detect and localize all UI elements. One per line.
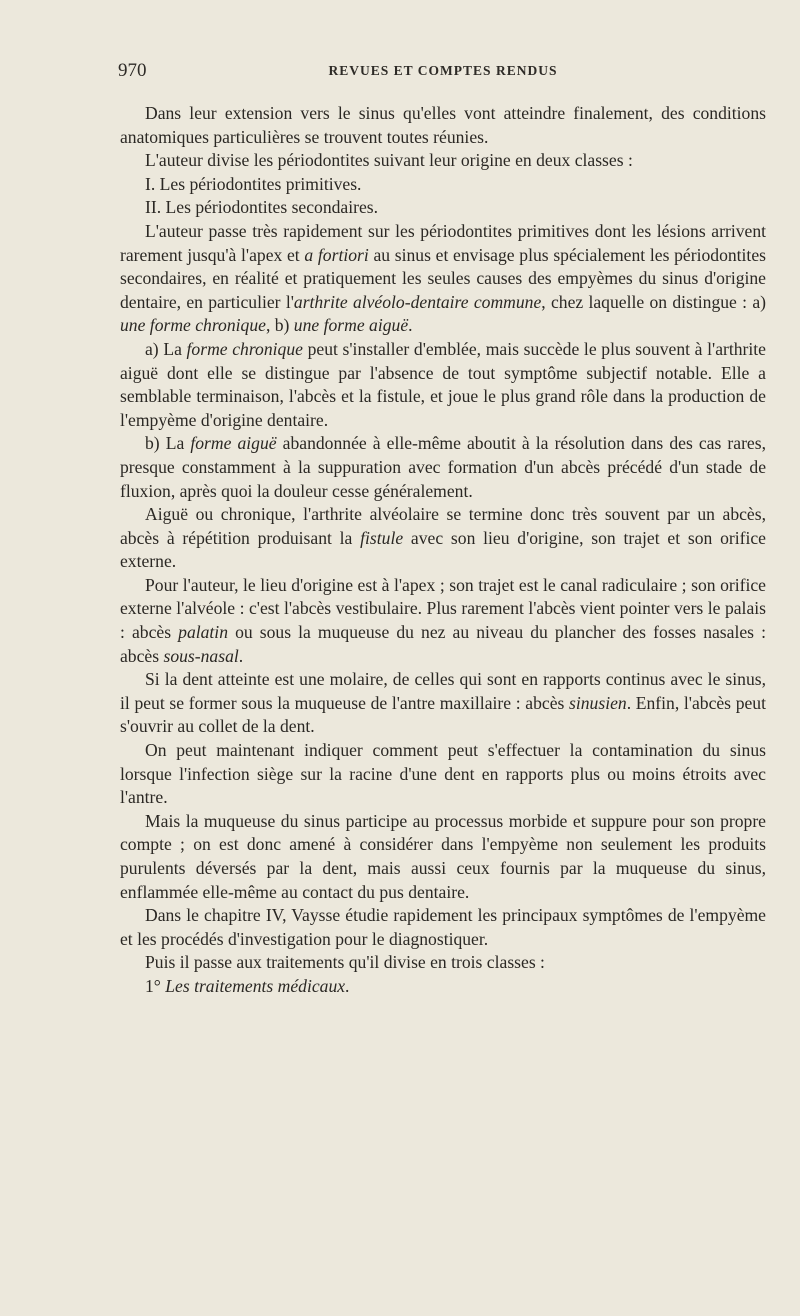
paragraph bbox=[120, 503, 766, 574]
text-run: Si la dent atteinte est une molaire, de celles qui sont en rapports continus avec le sinus, il peut se former sous la muqueuse de l'antre maxillaire : abcès bbox=[120, 669, 766, 713]
italic-text: une forme chronique bbox=[120, 315, 266, 336]
italic-text: fistule bbox=[360, 527, 404, 548]
text-run: L'auteur divise les périodontites suivant leur origine en deux classes : bbox=[145, 150, 633, 171]
text-run: L'auteur passe très rapidement sur les périodontites primitives dont les lésions arrivent rarement jusqu'à l'apex et bbox=[120, 220, 766, 265]
paragraph bbox=[120, 102, 766, 149]
paragraph bbox=[120, 196, 766, 220]
paragraph bbox=[120, 951, 766, 975]
paragraph bbox=[120, 220, 766, 338]
text-run: peut s'installer d'emblée, mais succède le plus souvent à l'arthrite aiguë dont elle se distingue par l'absence de tout symptôme subjectif notable. Elle a semblable terminaison, l'abcès et la fistule, et joue le plus grand rôle dans la production de l'empyème d'origine dentaire. bbox=[120, 338, 766, 430]
text-run: , chez laquelle on distingue : a) bbox=[541, 291, 766, 312]
paragraph bbox=[120, 432, 766, 503]
text-run: abandonnée à elle-même aboutit à la résolution dans des cas rares, presque constamment à la suppuration avec formation d'un abcès précédé d'un stade de fluxion, après quoi la douleur cesse généralement. bbox=[120, 433, 766, 501]
italic-text: une forme aiguë bbox=[293, 315, 409, 336]
text-run: . bbox=[408, 315, 413, 336]
page-header bbox=[118, 60, 768, 88]
text-run: II. Les périodontites secondaires. bbox=[145, 197, 379, 218]
text-run: . bbox=[238, 645, 244, 666]
text-run: Dans leur extension vers le sinus qu'elles vont atteindre finalement, des conditions anatomiques particulières se trouvent toutes réunies. bbox=[120, 103, 766, 147]
italic-text: Les traitements médicaux bbox=[165, 975, 346, 996]
paragraph bbox=[120, 668, 766, 739]
paragraph bbox=[120, 904, 766, 951]
text-run: On peut maintenant indiquer comment peut s'effectuer la contamination du sinus lorsque l'infection siège sur la racine d'une dent en rapports plus ou moins étroits avec l'antre. bbox=[120, 740, 766, 808]
italic-text: forme aiguë bbox=[190, 433, 277, 454]
italic-text: a fortiori bbox=[304, 244, 369, 265]
text-run: Aiguë ou chronique, l'arthrite alvéolaire se termine donc très souvent par un abcès, abcès à répétition produisant la bbox=[120, 504, 766, 548]
text-run: ou sous la muqueuse du nez au niveau du plancher des fosses nasales : abcès bbox=[120, 622, 766, 666]
running-title: REVUES ET COMPTES RENDUS bbox=[328, 63, 558, 78]
paragraph bbox=[120, 975, 766, 999]
text-run: Dans le chapitre IV, Vaysse étudie rapidement les principaux symptômes de l'empyème et les procédés d'investigation pour le diagnostiquer. bbox=[120, 905, 766, 949]
text-run: b) La bbox=[145, 433, 191, 454]
text-run: a) La bbox=[145, 338, 187, 359]
text-run: 1° bbox=[145, 975, 166, 996]
body-text bbox=[120, 102, 766, 999]
paragraph bbox=[120, 338, 766, 432]
text-run: Pour l'auteur, le lieu d'origine est à l'apex ; son trajet est le canal radiculaire ; son orifice externe l'alvéole : c'est l'abcès vestibulaire. Plus rarement l'abcès vient pointer vers le palais : abcès bbox=[120, 574, 766, 643]
text-run: I. Les périodontites primitives. bbox=[145, 173, 362, 194]
paragraph bbox=[120, 173, 766, 197]
text-run: Mais la muqueuse du sinus participe au processus morbide et suppure pour son propre compte ; on est donc amené à considérer dans l'empyème non seulement les produits purulents déversés par la dent, mais aussi ceux fournis par la muqueuse du sinus, enflammée elle-même au contact du pus dentaire. bbox=[120, 810, 766, 902]
paragraph bbox=[120, 739, 766, 810]
italic-text: sous-nasal bbox=[163, 645, 239, 666]
text-run: . bbox=[345, 975, 350, 996]
italic-text: sinusien bbox=[569, 692, 627, 713]
paragraph bbox=[120, 574, 766, 668]
text-run: Puis il passe aux traitements qu'il divise en trois classes : bbox=[145, 952, 545, 973]
page-number: 970 bbox=[118, 60, 147, 81]
paragraph bbox=[120, 149, 766, 173]
paragraph bbox=[120, 810, 766, 904]
text-run: , b) bbox=[265, 315, 294, 336]
text-run: avec son lieu d'origine, son trajet et son orifice externe. bbox=[120, 527, 766, 572]
italic-text: arthrite alvéolo-dentaire commune bbox=[293, 291, 542, 312]
text-run: au sinus et envisage plus spécialement les périodontites secondaires, en réalité et pratiquement les seules causes des empyèmes du sinus d'origine dentaire, en particulier l' bbox=[120, 244, 766, 312]
italic-text: forme chronique bbox=[186, 338, 303, 359]
italic-text: palatin bbox=[178, 622, 228, 643]
text-run: . Enfin, l'abcès peut s'ouvrir au collet de la dent. bbox=[120, 692, 766, 737]
